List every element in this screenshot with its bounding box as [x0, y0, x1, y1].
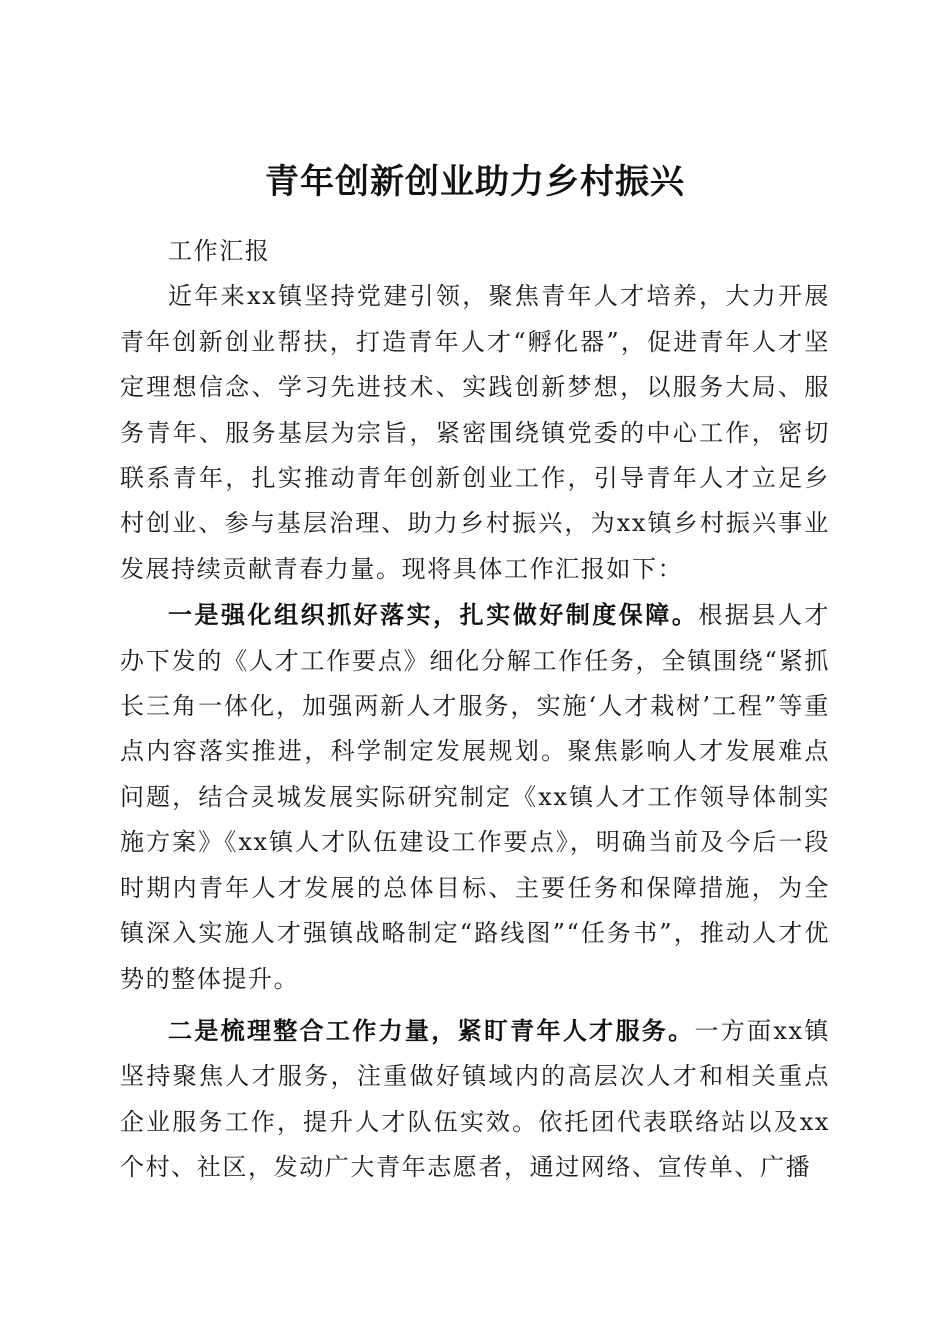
section-1-lead: 一是强化组织抓好落实，扎实做好制度保障。: [168, 600, 699, 630]
document-subtitle: 工作汇报: [168, 237, 271, 265]
document-body: [120, 229, 830, 1191]
section-2-lead: 二是梳理整合工作力量，紧盯青年人才服务。: [168, 1015, 695, 1045]
section-1-text: 根据县人才办下发的《人才工作要点》细化分解工作任务，全镇围绕“紧抓长三角一体化，加强两新人才服务，实施‘人才栽树’工程”等重点内容落实推进，科学制定发展规划。聚焦影响人才发展难点问题，结合灵城发展实际研究制定《xx镇人才工作领导体制实施方案》《xx镇人才队伍建设工作要点》，明确当前及今后一段时期内青年人才发展的总体目标、主要任务和保障措施，为全镇深入实施人才强镇战略制定“路线图”“任务书”，推动人才优势的整体提升。: [120, 601, 831, 993]
section-paragraph-2: [120, 1008, 830, 1191]
intro-paragraph: 近年来xx镇坚持党建引领，聚焦青年人才培养，大力开展青年创新创业帮扶，打造青年人才“孵化器”，促进青年人才坚定理想信念、学习先进技术、实践创新梦想，以服务大局、服务青年、服务基层为宗旨，紧密围绕镇党委的中心工作，密切联系青年，扎实推动青年创新创业工作，引导青年人才立足乡村创业、参与基层治理、助力乡村振兴，为xx镇乡村振兴事业发展持续贡献青春力量。现将具体工作汇报如下：: [120, 282, 830, 583]
section-paragraph-1: [120, 592, 830, 1002]
section-2-text: 一方面xx镇坚持聚焦人才服务，注重做好镇域内的高层次人才和相关重点企业服务工作，提升人才队伍实效。依托团代表联络站以及xx个村、社区，发动广大青年志愿者，通过网络、宣传单、广播: [120, 1016, 831, 1182]
document-title: 青年创新创业助力乡村振兴: [265, 161, 685, 202]
